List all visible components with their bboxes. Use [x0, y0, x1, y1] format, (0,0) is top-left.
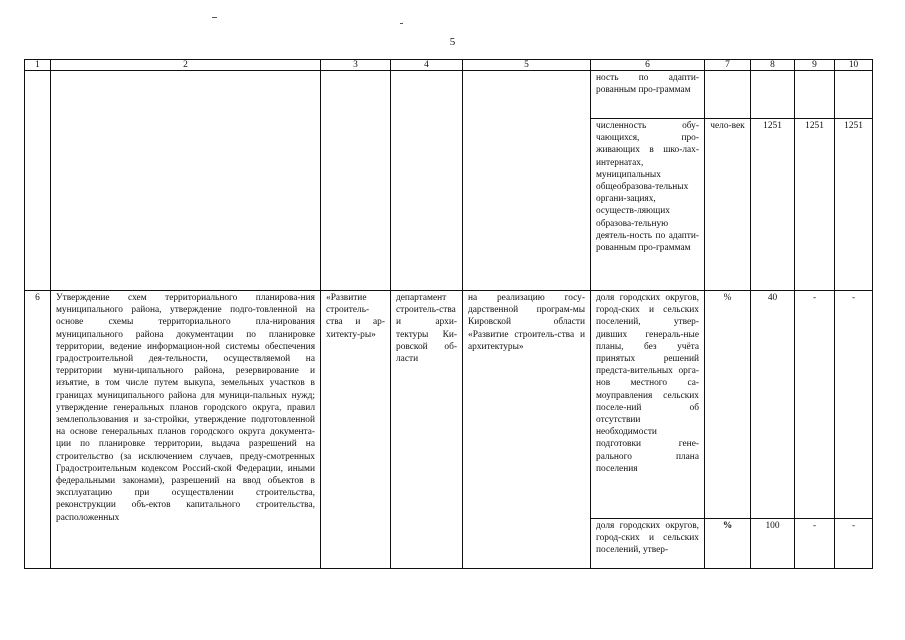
program-cell: «Развитие строитель-ства и ар-хитекту-ры» — [321, 291, 391, 569]
purpose-cell — [463, 71, 591, 291]
value-cell: - — [835, 291, 873, 519]
column-number: 1 — [25, 60, 51, 71]
column-number: 7 — [705, 60, 751, 71]
indicator-cell: численность обу-чающихся, про-живающих в шко-лах-интернатах, муниципальных общеобразова-тельных органи-зациях, осуществ-ляющих образова-тельную деятель-ность по адапти-рованным про-граммам — [591, 119, 705, 291]
value-cell — [751, 71, 795, 119]
column-number: 3 — [321, 60, 391, 71]
indicator-cell: доля городских округов, город-ских и сельских поселений, утвер-дивших генераль-ные планы, без учёта принятых решений предста-вительных орга-нов местного са-моуправления сельских поселе-ний об отсутствии необходимости подготовки гене-рального плана поселения — [591, 291, 705, 519]
value-cell: - — [795, 291, 835, 519]
value-cell: - — [835, 519, 873, 569]
column-number: 5 — [463, 60, 591, 71]
column-number-row — [25, 60, 873, 71]
unit-cell: чело-век — [705, 119, 751, 291]
executor-cell — [391, 71, 463, 291]
value-cell — [835, 71, 873, 119]
value-cell: 1251 — [795, 119, 835, 291]
column-number: 6 — [591, 60, 705, 71]
budget-table — [24, 59, 873, 569]
scan-speck — [212, 17, 217, 18]
unit-cell — [705, 71, 751, 119]
value-cell — [795, 71, 835, 119]
value-cell: 40 — [751, 291, 795, 519]
page-number: 5 — [449, 36, 456, 48]
column-number: 4 — [391, 60, 463, 71]
column-number: 2 — [51, 60, 321, 71]
scan-speck — [400, 23, 403, 24]
indicator-cell: ность по адапти-рованным про-граммам — [591, 71, 705, 119]
unit-cell: % — [705, 291, 751, 519]
column-number: 9 — [795, 60, 835, 71]
value-cell: - — [795, 519, 835, 569]
unit-cell: % — [705, 519, 751, 569]
table-row — [25, 71, 873, 119]
table-row — [25, 291, 873, 519]
value-cell: 1251 — [835, 119, 873, 291]
description-cell — [51, 71, 321, 291]
value-cell: 100 — [751, 519, 795, 569]
column-number: 10 — [835, 60, 873, 71]
value-cell: 1251 — [751, 119, 795, 291]
column-number: 8 — [751, 60, 795, 71]
program-cell — [321, 71, 391, 291]
purpose-cell: на реализацию госу-дарственной програм-мы Кировской области «Развитие строитель-ства и архитектуры» — [463, 291, 591, 569]
executor-cell: департамент строитель-ства и архи-тектуры Ки-ровской об-ласти — [391, 291, 463, 569]
description-cell: Утверждение схем территориального планирова-ния муниципального района, утверждение подго-товленной на основе схемы территориального пла-нирования муниципального района документации по планировке территории, ведение информацион-ной системы обеспечения градостроительной дея-тельности, осуществляемой на территории муни-ципального района, резервирование и изъятие, в том числе путем выкупа, земельных участков в границах муниципального района для муници-пальных нужд; утверждение генеральных планов городского округа, правил землепользования и за-стройки, утверждение подготовленной на основе генеральных планов городского округа документа-ции по планировке территории, выдача разрешений на строительство (за исключением случаев, преду-смотренных Градостроительным кодексом Россий-ской Федерации, иными федеральными законами), разрешений на ввод объектов в эксплуатацию при осуществлении строительства, реконструкции объ-ектов капитального строительства, расположенных — [51, 291, 321, 569]
row-number-cell — [25, 71, 51, 291]
row-number-cell: 6 — [25, 291, 51, 569]
indicator-cell: доля городских округов, город-ских и сельских поселений, утвер- — [591, 519, 705, 569]
